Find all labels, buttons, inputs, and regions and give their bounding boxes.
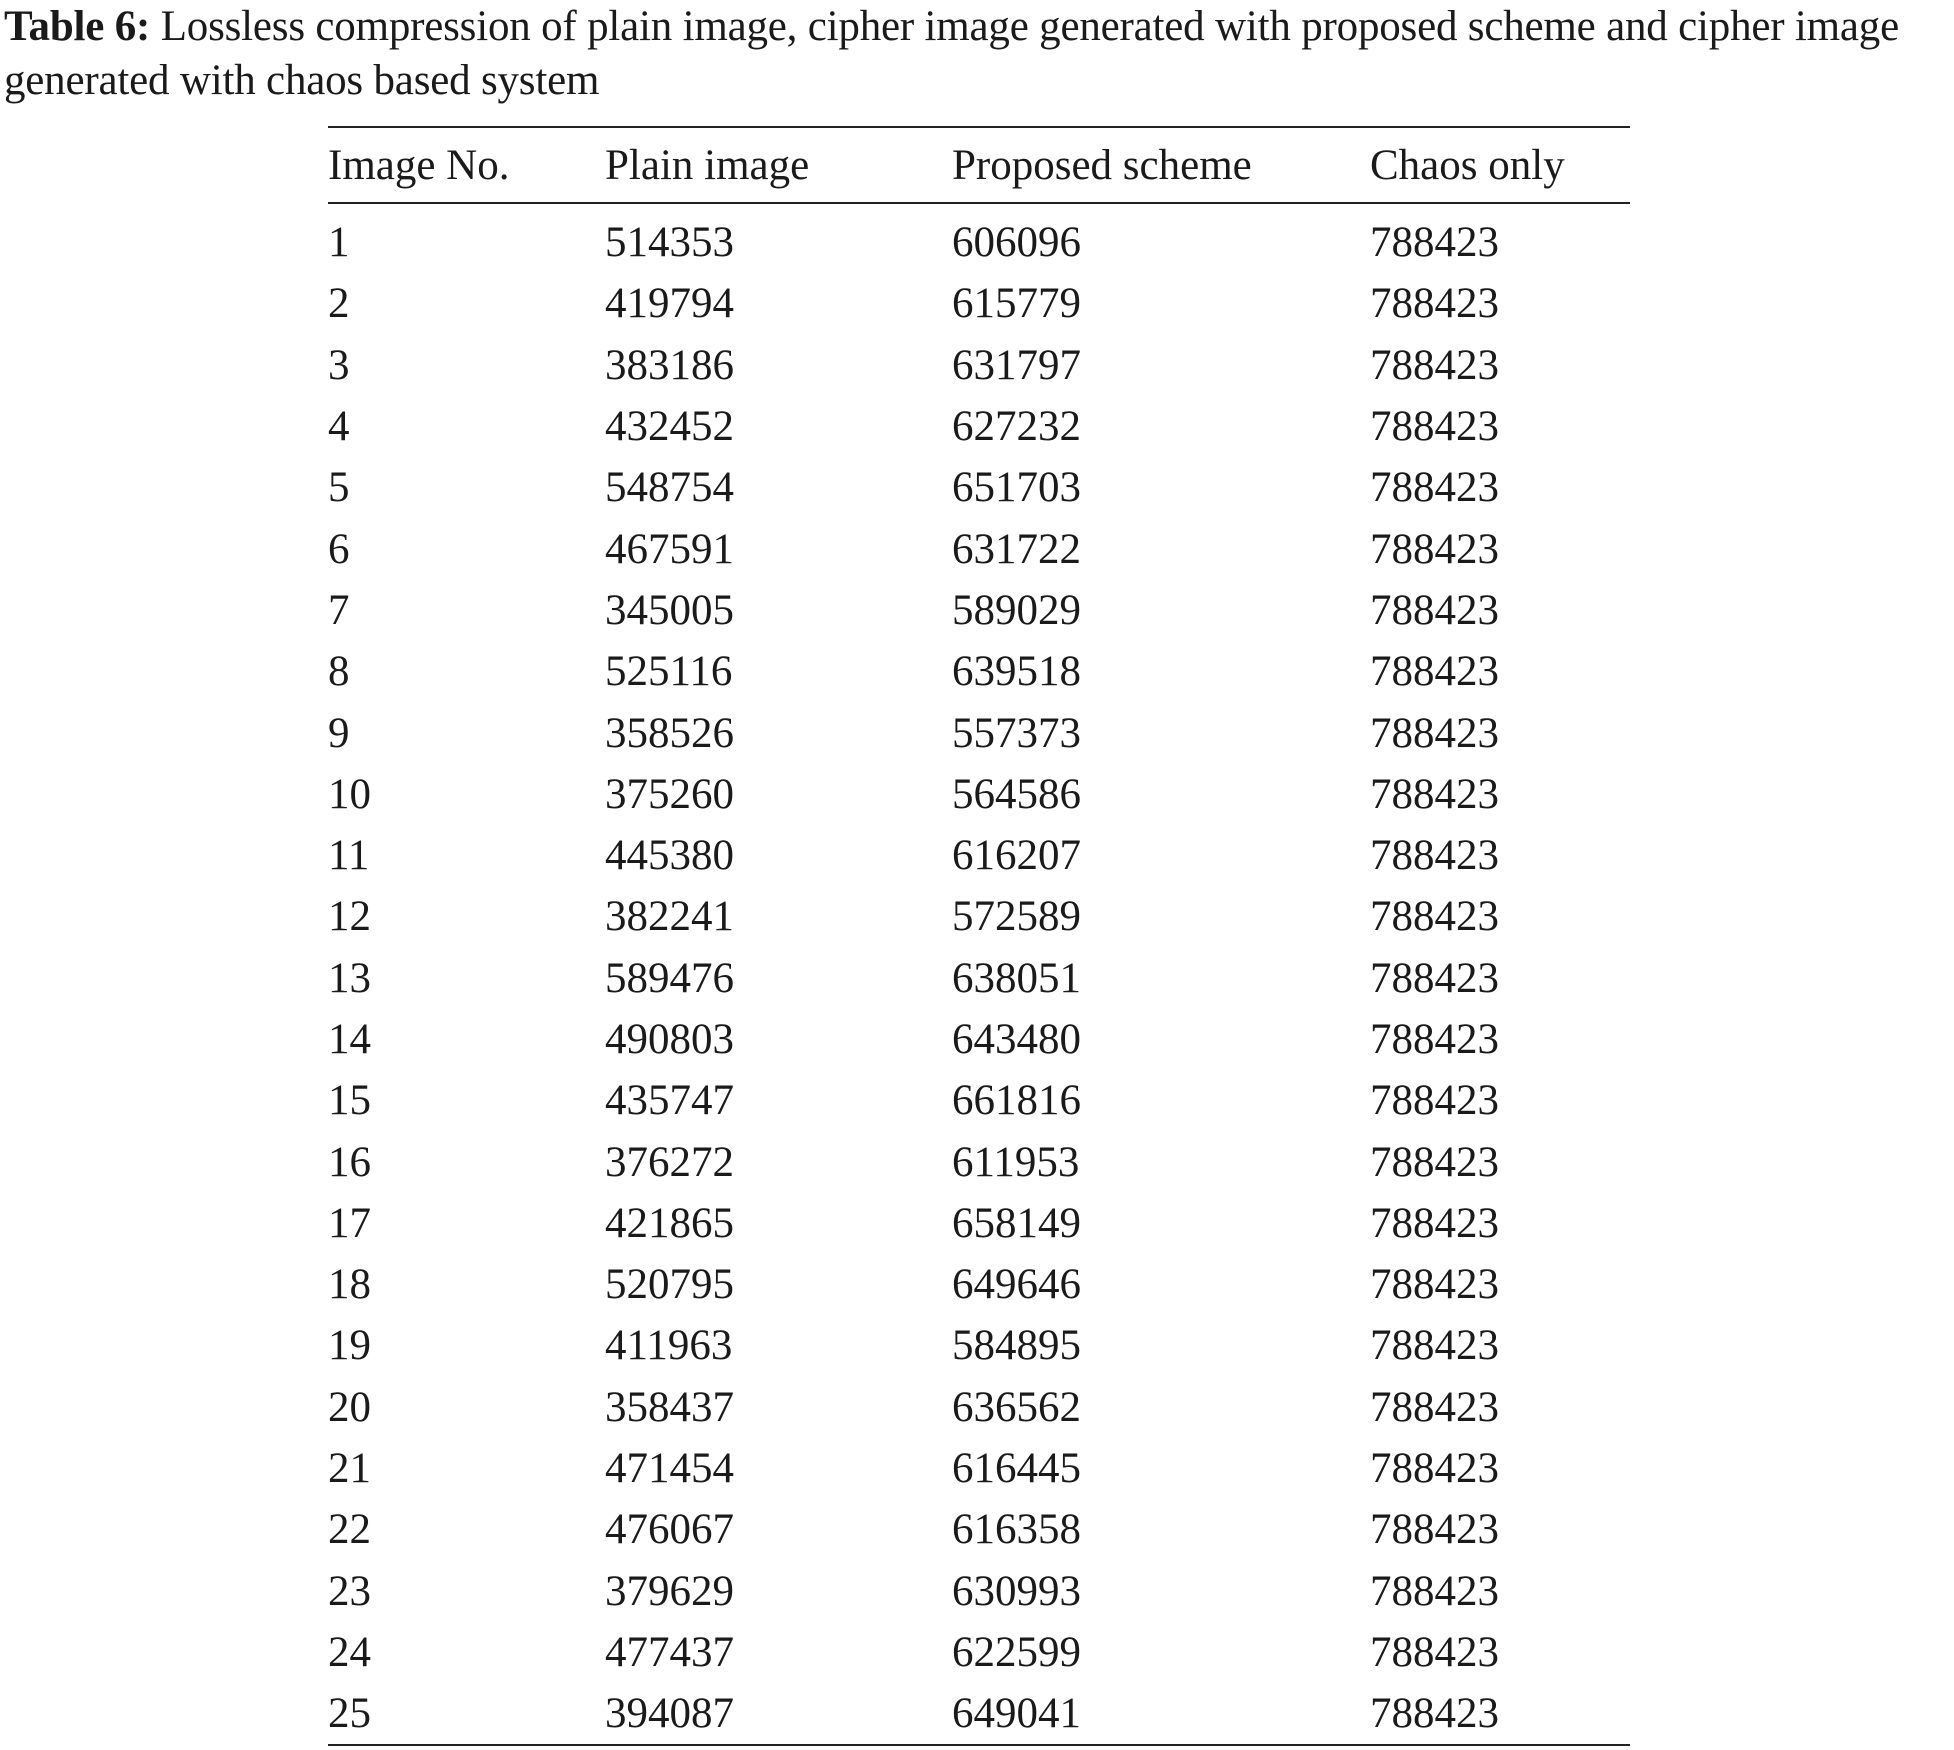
column-header-chaos-only: Chaos only [1370,141,1565,189]
chaos-only-cell: 788423 [1370,341,1499,389]
plain-image-cell: 548754 [605,464,734,512]
chaos-only-cell: 788423 [1370,1261,1499,1309]
chaos-only-cell: 788423 [1370,1690,1499,1738]
table-row [328,948,1630,1009]
table-row [328,396,1630,457]
plain-image-cell: 411963 [605,1322,733,1370]
chaos-only-cell: 788423 [1370,770,1499,818]
image-no-cell: 3 [328,341,350,389]
image-no-cell: 19 [328,1322,371,1370]
plain-image-cell: 514353 [605,219,734,267]
chaos-only-cell: 788423 [1370,1138,1499,1186]
plain-image-cell: 476067 [605,1506,734,1554]
chaos-only-cell: 788423 [1370,1077,1499,1125]
plain-image-cell: 379629 [605,1567,734,1615]
table-row [328,702,1630,763]
table-row [328,764,1630,825]
proposed-scheme-cell: 616445 [952,1445,1081,1493]
table-row [328,335,1630,396]
image-no-cell: 16 [328,1138,371,1186]
plain-image-cell: 382241 [605,893,734,941]
table-container [328,126,1630,1746]
image-no-cell: 10 [328,770,371,818]
plain-image-cell: 383186 [605,341,734,389]
chaos-only-cell: 788423 [1370,403,1499,451]
column-header-proposed-scheme: Proposed scheme [952,141,1252,189]
proposed-scheme-cell: 557373 [952,709,1081,757]
plain-image-cell: 345005 [605,586,734,634]
chaos-only-cell: 788423 [1370,280,1499,328]
proposed-scheme-cell: 630993 [952,1567,1081,1615]
plain-image-cell: 376272 [605,1138,734,1186]
proposed-scheme-cell: 649646 [952,1261,1081,1309]
image-no-cell: 6 [328,525,350,573]
table-row [328,1377,1630,1438]
table-row [328,641,1630,702]
chaos-only-cell: 788423 [1370,1506,1499,1554]
proposed-scheme-cell: 649041 [952,1690,1081,1738]
proposed-scheme-cell: 615779 [952,280,1081,328]
table-caption [4,0,1954,108]
plain-image-cell: 467591 [605,525,734,573]
table-row [328,1131,1630,1192]
proposed-scheme-cell: 639518 [952,648,1081,696]
proposed-scheme-cell: 616358 [952,1506,1081,1554]
chaos-only-cell: 788423 [1370,1199,1499,1247]
proposed-scheme-cell: 589029 [952,586,1081,634]
table-body [328,203,1630,1745]
image-no-cell: 25 [328,1690,371,1738]
proposed-scheme-cell: 572589 [952,893,1081,941]
plain-image-cell: 589476 [605,954,734,1002]
column-header-image-no: Image No. [328,141,510,189]
proposed-scheme-cell: 636562 [952,1383,1081,1431]
chaos-only-cell: 788423 [1370,1567,1499,1615]
plain-image-cell: 490803 [605,1016,734,1063]
chaos-only-cell: 788423 [1370,954,1499,1002]
table-row [328,825,1630,886]
image-no-cell: 24 [328,1628,371,1676]
chaos-only-cell: 788423 [1370,648,1499,696]
chaos-only-cell: 788423 [1370,586,1499,634]
image-no-cell: 1 [328,219,350,267]
image-no-cell: 23 [328,1567,371,1615]
image-no-cell: 21 [328,1445,371,1493]
table-header-row [328,127,1630,203]
table-row [328,1499,1630,1560]
chaos-only-cell: 788423 [1370,709,1499,757]
table-row [328,203,1630,273]
image-no-cell: 22 [328,1506,371,1554]
image-no-cell: 9 [328,709,350,757]
chaos-only-cell: 788423 [1370,525,1499,573]
image-no-cell: 20 [328,1383,371,1431]
proposed-scheme-cell: 564586 [952,770,1081,818]
chaos-only-cell: 788423 [1370,893,1499,941]
image-no-cell: 14 [328,1016,371,1063]
proposed-scheme-cell: 631797 [952,341,1081,389]
image-no-cell: 18 [328,1261,371,1309]
proposed-scheme-cell: 661816 [952,1077,1081,1125]
table-row [328,518,1630,579]
proposed-scheme-cell: 584895 [952,1322,1081,1370]
table-row [328,1254,1630,1315]
table-row [328,1438,1630,1499]
plain-image-cell: 375260 [605,770,734,818]
chaos-only-cell: 788423 [1370,1628,1499,1676]
plain-image-cell: 471454 [605,1445,734,1493]
table-row [328,1193,1630,1254]
plain-image-cell: 358437 [605,1383,734,1431]
table-row [328,1070,1630,1131]
proposed-scheme-cell: 631722 [952,525,1081,573]
plain-image-cell: 525116 [605,648,733,696]
plain-image-cell: 394087 [605,1690,734,1738]
plain-image-cell: 445380 [605,832,734,880]
image-no-cell: 11 [328,832,370,880]
proposed-scheme-cell: 622599 [952,1628,1081,1676]
chaos-only-cell: 788423 [1370,1383,1499,1431]
image-no-cell: 7 [328,586,350,634]
image-no-cell: 12 [328,893,371,941]
column-header-plain-image: Plain image [605,141,810,189]
proposed-scheme-cell: 638051 [952,954,1081,1002]
table-row [328,1561,1630,1622]
plain-image-cell: 520795 [605,1261,734,1309]
table-row [328,273,1630,334]
plain-image-cell: 477437 [605,1628,734,1676]
proposed-scheme-cell: 616207 [952,832,1081,880]
table-row [328,580,1630,641]
table-caption-label: Table 6: [4,3,151,50]
compression-table [328,126,1630,1746]
proposed-scheme-cell: 658149 [952,1199,1081,1247]
table-row [328,1622,1630,1683]
plain-image-cell: 421865 [605,1199,734,1247]
plain-image-cell: 419794 [605,280,734,328]
image-no-cell: 13 [328,954,371,1002]
chaos-only-cell: 788423 [1370,219,1499,267]
image-no-cell: 2 [328,280,350,328]
table-row [328,1683,1630,1745]
image-no-cell: 15 [328,1077,371,1125]
proposed-scheme-cell: 627232 [952,403,1081,451]
table-row [328,1009,1630,1070]
image-no-cell: 17 [328,1199,371,1247]
image-no-cell: 8 [328,648,350,696]
chaos-only-cell: 788423 [1370,832,1499,880]
proposed-scheme-cell: 643480 [952,1016,1081,1063]
chaos-only-cell: 788423 [1370,1445,1499,1493]
plain-image-cell: 435747 [605,1077,734,1125]
proposed-scheme-cell: 606096 [952,219,1081,267]
table-row [328,886,1630,947]
chaos-only-cell: 788423 [1370,1322,1499,1370]
image-no-cell: 4 [328,403,350,451]
chaos-only-cell: 788423 [1370,464,1499,512]
plain-image-cell: 358526 [605,709,734,757]
table-caption-text: Lossless compression of plain image, cipher image generated with proposed scheme and cipher image generated with chaos based system [4,3,1899,104]
image-no-cell: 5 [328,464,350,512]
plain-image-cell: 432452 [605,403,734,451]
proposed-scheme-cell: 651703 [952,464,1081,512]
chaos-only-cell: 788423 [1370,1016,1499,1063]
proposed-scheme-cell: 611953 [952,1138,1080,1186]
table-row [328,457,1630,518]
table-row [328,1315,1630,1376]
